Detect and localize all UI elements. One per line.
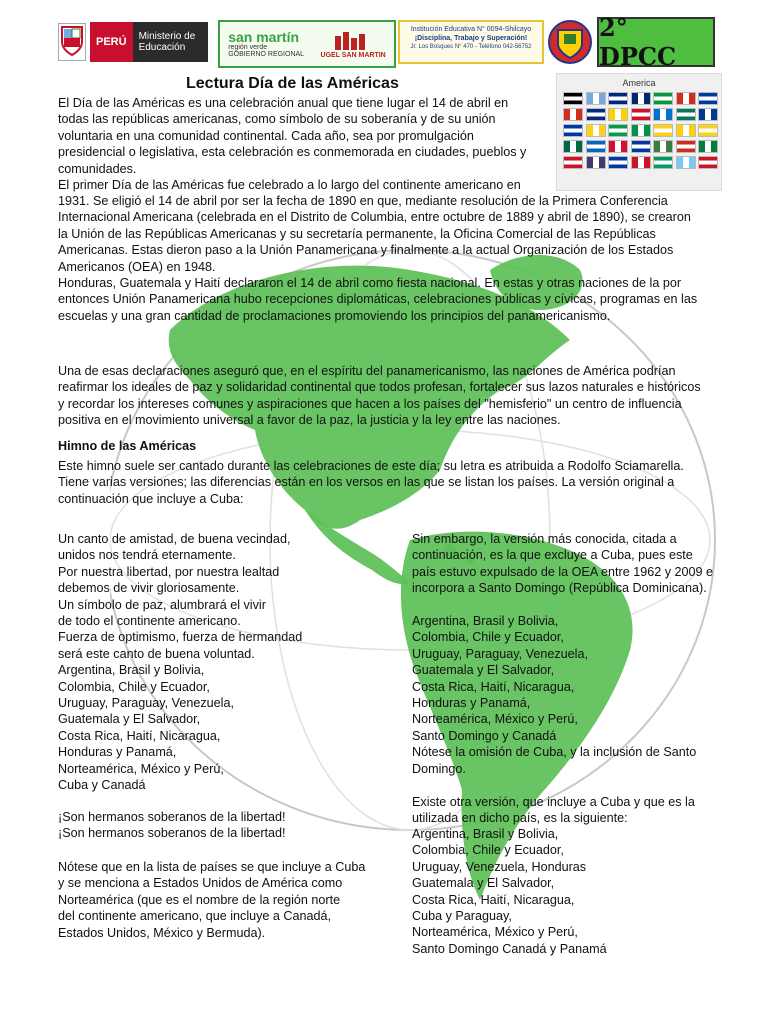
america-flags-image <box>556 73 722 191</box>
article-paragraph-3: Una de esas declaraciones aseguró que, en el espíritu del panamericanismo, las naciones de América podrían reafirmar los ideales de paz y solidaridad continental que todos profesan, fortalecer sus lazos naturales e históricos y recordar los intereses comunes y aspiraciones que hacen a los países del "hemisferio" un centro de influencia positiva en el movimiento universal a favor de la paz, la justicia y la ley entre las naciones. <box>58 364 701 428</box>
school-emblem-icon <box>548 20 592 64</box>
flag-icon <box>608 124 628 137</box>
flag-icon <box>631 108 651 121</box>
ministry-label: Ministerio de Educación <box>133 22 208 62</box>
hymn-lyrics-original: Un canto de amistad, de buena vecindad, unidos nos tendrá eternamente. Por nuestra libertad, por nuestra lealtad debemos de vivir gloriosamente. Un símbolo de paz, alumbrará el vivir de todo el continente americano. Fuerza de optimismo, fuerza de hermandad será este canto de buena voluntad. Argentina, Brasil y Bolivia, Colombia, Chile y Ecuador, Uruguay, Paraguay, Venezuela, Guatemala y El Salvador, Costa Rica, Haití, Nicaragua, Honduras y Panamá, Norteamérica, México y Perú, Cuba y Canadá <box>58 532 303 793</box>
flag-icon <box>653 92 673 105</box>
article-paragraph-1: El Día de las Américas es una celebración anual que tiene lugar el 14 de abril en todas las repúblicas americanas, como símbolo de su soberanía y de su unión voluntaria en una comunidad continental. Cada año, sea por promulgación presidencial o legislativa, esta celebración es conmemorada en ciudades, pueblos y comunidades. El primer Día de las Américas fue celebrado a lo largo del continente americano en <box>58 96 527 193</box>
cuba-version-intro: Existe otra versión, que incluye a Cuba y que es la utilizada en dicho país, es la siguiente: <box>412 795 695 826</box>
ugel-logo-icon <box>333 30 373 50</box>
flag-icon <box>698 124 718 137</box>
region-gov: GOBIERNO REGIONAL <box>228 51 305 58</box>
flag-icon <box>653 124 673 137</box>
flag-icon <box>676 92 696 105</box>
article-paragraph-2: 1931. Se eligió el 14 de abril por ser la fecha de 1890 en que, mediante resolución de la Primera Conferencia Internacional Americana (celebrada en el Distrito de Columbia, entre octubre de 1889 y abril de 1890), se crearon la Unión de las Repúblicas Americanas y su secretaría permanente, la Oficina Comercial de las Repúblicas Americanas. Estas dieron paso a la Unión Panamericana y finalmente a la actual Organización de los Estados Americanos (OEA) en 1948. Honduras, Guatemala y Haití declararon el 14 de abril como fiesta nacional. En estas y otras naciones de la por entonces Unión Panamericana hubo recepciones diplomáticas, celebraciones públicas y cívicas, programas en las escuelas y una gran cantidad de proclamaciones promoviendo los principios del panamericanismo. <box>58 194 698 323</box>
flag-icon <box>631 92 651 105</box>
school-info-box <box>398 20 544 64</box>
flag-icon <box>631 124 651 137</box>
shield-icon <box>59 24 85 58</box>
flag-icon <box>563 124 583 137</box>
known-version-countries: Argentina, Brasil y Bolivia, Colombia, Chile y Ecuador, Uruguay, Paraguay, Venezuela, Guatemala y El Salvador, Costa Rica, Haití, Nicaragua, Honduras y Panamá, Norteamérica, México y Perú, Santo Domingo y Canadá Nótese la omisión de Cuba, y la inclusión de Santo Domingo. <box>412 614 697 776</box>
flag-icon <box>653 108 673 121</box>
flag-icon <box>653 156 673 169</box>
flag-icon <box>631 156 651 169</box>
page-title: Lectura Día de las Américas <box>186 75 399 92</box>
peru-shield-icon <box>58 23 86 61</box>
flag-icon <box>563 108 583 121</box>
school-address: Jr. Los Bosques N° 470 - Teléfono 042-56752 <box>410 44 532 50</box>
flag-icon <box>653 140 673 153</box>
flag-icon <box>631 140 651 153</box>
flag-icon <box>698 156 718 169</box>
flags-title: America <box>622 78 656 88</box>
flag-icon <box>586 124 606 137</box>
flag-icon <box>608 156 628 169</box>
flag-icon <box>698 140 718 153</box>
flag-icon <box>676 108 696 121</box>
flag-icon <box>563 140 583 153</box>
flag-icon <box>608 108 628 121</box>
cuba-version-countries: Argentina, Brasil y Bolivia, Colombia, Chile y Ecuador, Uruguay, Venezuela, Honduras Guatemala y El Salvador, Costa Rica, Haití, Nicaragua, Cuba y Paraguay, Norteamérica, México y Perú, Santo Domingo Canadá y Panamá <box>412 827 607 956</box>
flag-icon <box>676 140 696 153</box>
flag-icon <box>608 140 628 153</box>
hymn-heading: Himno de las Américas <box>58 439 197 453</box>
grade-label: 2° DPCC <box>597 17 715 67</box>
region-logo-name: san martín <box>228 29 300 45</box>
flag-icon <box>586 108 606 121</box>
hymn-chorus: ¡Son hermanos soberanos de la libertad! ¡Son hermanos soberanos de la libertad! <box>58 810 286 841</box>
flag-icon <box>698 92 718 105</box>
peru-label: PERÚ <box>90 22 133 62</box>
school-motto: ¡Disciplina, Trabajo y Superación! <box>414 35 528 42</box>
ugel-label: UGEL SAN MARTIN <box>320 51 386 59</box>
ministry-logo <box>58 20 208 64</box>
flag-icon <box>608 92 628 105</box>
cuba-note: Nótese que en la lista de países se que incluye a Cuba y se menciona a Estados Unidos de América como Norteamérica (que es el nombre de la región norte del continente americano, que incluye a Canadá, Estados Unidos, México y Bermuda). <box>58 860 366 940</box>
known-version-intro: Sin embargo, la versión más conocida, citada a continuación, es la que excluye a Cuba, pues este país estuvo expulsado de la OEA entre 1962 y 2009 e incorpora a Santo Domingo (República Dominicana). <box>412 532 714 596</box>
flag-icon <box>676 156 696 169</box>
flag-icon <box>586 140 606 153</box>
region-logo <box>218 20 396 68</box>
flag-icon <box>676 124 696 137</box>
flag-icon <box>563 92 583 105</box>
article-paragraph-4: Este himno suele ser cantado durante las celebraciones de este día; su letra es atribuida a Rodolfo Sciamarella. Tiene varias versiones; las diferencias están en los versos en las que se listan los países. La versión original a continuación que incluye a Cuba: <box>58 459 684 506</box>
flag-icon <box>563 156 583 169</box>
school-name: Institución Educativa N° 0094-Shilcayo <box>410 26 532 33</box>
flag-icon <box>586 156 606 169</box>
flag-icon <box>698 108 718 121</box>
region-logo-sub: región verde <box>228 44 268 51</box>
flag-icon <box>586 92 606 105</box>
